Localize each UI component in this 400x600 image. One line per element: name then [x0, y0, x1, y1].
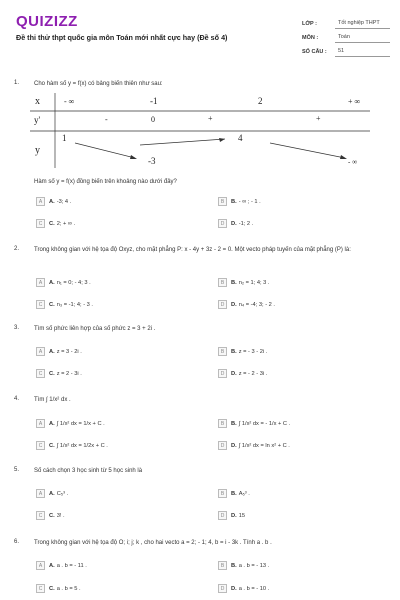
question-1-subtext	[14, 178, 386, 188]
option-letter: D.	[231, 442, 237, 449]
option-letter: D.	[231, 301, 237, 308]
option-box: D	[218, 300, 227, 309]
question-subtext: Hàm số y = f(x) đồng biến trên khoảng nào dưới đây?	[34, 179, 177, 185]
option-box: D	[218, 219, 227, 228]
option-text: C₅³ .	[56, 490, 69, 497]
question-text: Trong không gian với hệ tọa độ O; i; j; k , cho hai vecto a = 2; - 1; 4, b = i - 3k . Tính a . b .	[34, 540, 272, 546]
option-text: A₅³ .	[238, 490, 250, 497]
option-d[interactable]	[218, 510, 245, 521]
question-number: 4.	[14, 396, 20, 402]
sign: +	[316, 114, 321, 123]
sign: -	[105, 115, 108, 124]
option-text: ∫ 1/x² dx = 1/2x + C .	[56, 442, 108, 449]
option-c[interactable]	[36, 440, 108, 451]
option-letter: B.	[231, 562, 237, 569]
meta-row-count	[302, 43, 390, 57]
option-box: A	[36, 278, 45, 287]
option-letter: D.	[231, 512, 237, 519]
option-box: D	[218, 441, 227, 450]
option-text: n₄ = -4; 3; - 2 .	[238, 301, 275, 308]
option-b[interactable]	[218, 418, 290, 429]
option-letter: B.	[231, 420, 237, 427]
option-box: B	[218, 347, 227, 356]
sign: 0	[151, 115, 155, 124]
option-a[interactable]	[36, 277, 91, 288]
meta-value: 51	[335, 48, 390, 57]
y-value: - ∞	[348, 158, 358, 166]
option-text: z = 3 - 2i .	[56, 348, 82, 355]
option-letter: C.	[49, 220, 55, 227]
option-a[interactable]	[36, 196, 71, 207]
option-d[interactable]	[218, 583, 269, 594]
option-text: ∫ 1/x² dx = 1/x + C .	[56, 420, 105, 427]
option-text: 3! .	[56, 512, 65, 519]
option-text: z = 2 - 3i .	[56, 370, 82, 377]
option-box: B	[218, 489, 227, 498]
option-box: B	[218, 197, 227, 206]
option-letter: A.	[49, 490, 55, 497]
option-box: D	[218, 584, 227, 593]
option-letter: C.	[49, 585, 55, 592]
x-value: + ∞	[348, 97, 361, 106]
document-title: Đề thi thử thpt quốc gia môn Toán mới nhất cực hay (Đề số 4)	[16, 33, 228, 42]
meta-label: SỐ CÂU :	[302, 49, 327, 55]
option-box: A	[36, 489, 45, 498]
arrow-down	[270, 143, 345, 158]
option-d[interactable]	[218, 299, 275, 310]
option-b[interactable]	[218, 277, 270, 288]
row-label-y: y	[35, 145, 40, 156]
option-letter: B.	[231, 490, 237, 497]
question-text: Trong không gian với hệ tọa độ Oxyz, cho mặt phẳng P: x - 4y + 3z - 2 = 0. Một vecto pháp tuyến của mặt phẳng (P) là:	[34, 247, 351, 253]
question-2	[14, 246, 386, 266]
question-4	[14, 396, 386, 406]
question-number: 5.	[14, 467, 20, 473]
option-text: a . b = - 10 .	[238, 585, 270, 592]
option-c[interactable]	[36, 218, 75, 229]
option-letter: B.	[231, 198, 237, 205]
y-value: -3	[148, 156, 156, 166]
row-label-x: x	[35, 96, 40, 107]
option-letter: A.	[49, 420, 55, 427]
variation-table	[30, 93, 370, 168]
question-text: Số cách chọn 3 học sinh từ 5 học sinh là	[34, 468, 143, 474]
row-label-yprime: y'	[34, 115, 41, 125]
option-letter: A.	[49, 198, 55, 205]
option-d[interactable]	[218, 368, 267, 379]
meta-value: Tốt nghiệp THPT	[335, 20, 390, 29]
option-letter: D.	[231, 585, 237, 592]
option-text: - ∞ ; - 1 .	[238, 198, 261, 205]
y-value: 1	[62, 133, 67, 143]
option-d[interactable]	[218, 218, 253, 229]
meta-info	[302, 15, 390, 57]
option-a[interactable]	[36, 488, 68, 499]
meta-label: MÔN :	[302, 35, 319, 41]
option-text: ∫ 1/x² dx = ln x² + C .	[238, 442, 290, 449]
option-box: C	[36, 219, 45, 228]
arrow-up	[140, 139, 225, 145]
option-b[interactable]	[218, 346, 267, 357]
variation-table-lines	[30, 93, 370, 168]
option-text: n₂ = 1; 4; 3 .	[238, 279, 270, 286]
quizizz-logo: QUIZIZZ	[16, 13, 78, 30]
option-text: n₁ = 0; - 4; 3 .	[56, 279, 91, 286]
question-number: 2.	[14, 246, 20, 252]
option-b[interactable]	[218, 488, 250, 499]
option-letter: A.	[49, 279, 55, 286]
option-text: a . b = 5 .	[56, 585, 81, 592]
question-text: Cho hàm số y = f(x) có bảng biến thiên như sau:	[34, 81, 163, 87]
option-letter: B.	[231, 348, 237, 355]
option-text: a . b = - 13 .	[238, 562, 270, 569]
option-box: C	[36, 584, 45, 593]
option-a[interactable]	[36, 418, 105, 429]
option-a[interactable]	[36, 560, 87, 571]
y-value: 4	[238, 133, 243, 143]
option-letter: C.	[49, 370, 55, 377]
option-box: C	[36, 300, 45, 309]
option-b[interactable]	[218, 560, 269, 571]
option-b[interactable]	[218, 196, 261, 207]
option-letter: D.	[231, 370, 237, 377]
option-text: z = - 2 - 3i .	[238, 370, 268, 377]
option-text: ∫ 1/x² dx = - 1/x + C .	[238, 420, 291, 427]
option-text: -1; 2 .	[238, 220, 254, 227]
option-c[interactable]	[36, 510, 65, 521]
option-letter: A.	[49, 562, 55, 569]
question-number: 1.	[14, 80, 20, 86]
question-number: 3.	[14, 325, 20, 331]
question-number: 6.	[14, 539, 20, 545]
question-1	[14, 80, 386, 90]
arrow-down	[75, 143, 135, 158]
option-d[interactable]	[218, 440, 290, 451]
option-c[interactable]	[36, 368, 82, 379]
option-letter: D.	[231, 220, 237, 227]
option-box: D	[218, 369, 227, 378]
option-text: -3; 4 .	[56, 198, 72, 205]
option-letter: C.	[49, 301, 55, 308]
option-text: 2; + ∞ .	[56, 220, 76, 227]
option-box: B	[218, 561, 227, 570]
x-value: - ∞	[64, 97, 75, 106]
option-letter: A.	[49, 348, 55, 355]
option-text: 15	[238, 512, 246, 519]
option-text: n₃ = -1; 4; - 3 .	[56, 301, 93, 308]
option-box: A	[36, 197, 45, 206]
question-text: Tìm ∫ 1/x² dx .	[34, 397, 71, 403]
question-text: Tìm số phức liên hợp của số phức z = 3 + 2i .	[34, 326, 156, 332]
option-box: C	[36, 511, 45, 520]
option-box: C	[36, 369, 45, 378]
option-box: B	[218, 419, 227, 428]
option-box: D	[218, 511, 227, 520]
question-6	[14, 539, 386, 549]
meta-row-subject	[302, 29, 390, 43]
meta-row-class	[302, 15, 390, 29]
option-c[interactable]	[36, 299, 93, 310]
option-letter: B.	[231, 279, 237, 286]
question-5	[14, 467, 386, 477]
sign: +	[208, 114, 213, 123]
option-c[interactable]	[36, 583, 81, 594]
option-text: z = - 3 - 2i .	[238, 348, 268, 355]
x-value: 2	[258, 96, 263, 106]
option-box: A	[36, 419, 45, 428]
option-box: B	[218, 278, 227, 287]
option-letter: C.	[49, 442, 55, 449]
meta-value: Toán	[335, 34, 390, 43]
meta-label: LỚP :	[302, 21, 317, 27]
question-3	[14, 325, 386, 335]
option-a[interactable]	[36, 346, 82, 357]
option-text: a . b = - 11 .	[56, 562, 87, 569]
option-letter: C.	[49, 512, 55, 519]
x-value: -1	[150, 96, 158, 106]
option-box: A	[36, 347, 45, 356]
option-box: A	[36, 561, 45, 570]
option-box: C	[36, 441, 45, 450]
